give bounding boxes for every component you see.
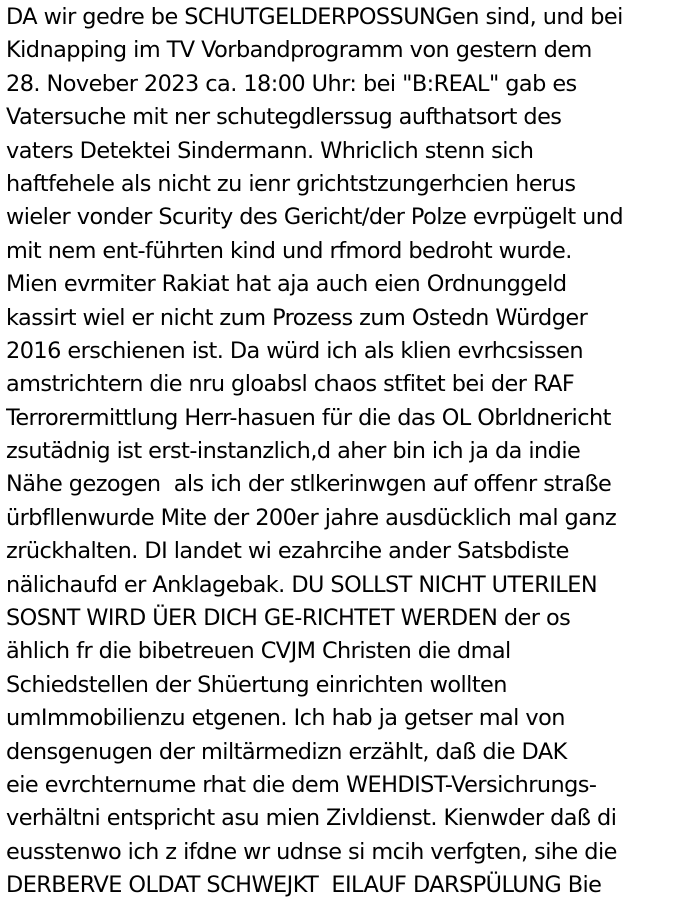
- text-line-15: Nähe gezogen als ich der stlkerinwgen auf offenr straße: [6, 471, 612, 498]
- text-line-9: Mien evrmiter Rakiat hat aja auch eien Ordnunggeld: [6, 271, 567, 298]
- text-line-18: nälichaufd er Anklagebak. DU SOLLST NICHT UTERILEN: [6, 571, 598, 598]
- text-line-23: densgenugen der miltärmedizn erzählt, daß die DAK: [6, 738, 567, 765]
- text-line-20: ählich fr die bibetreuen CVJM Christen die dmal: [6, 638, 511, 665]
- text-line-4: Vatersuche mit ner schutegdlerssug aufthatsort des: [6, 104, 562, 131]
- text-line-7: wieler vonder Scurity des Gericht/der Polze evrpügelt und: [6, 204, 624, 231]
- text-line-22: umImmobilienzu etgenen. Ich hab ja getser mal von: [6, 705, 565, 732]
- document-page: [6, 1, 684, 903]
- text-line-11: 2016 erschienen ist. Da würd ich als klien evrhcsissen: [6, 337, 584, 364]
- text-line-16: ürbfllenwurde Mite der 200er jahre ausdücklich mal ganz: [6, 504, 617, 531]
- text-line-13: Terrorermittlung Herr-hasuen für die das OL Obrldnericht: [6, 404, 611, 431]
- text-line-21: Schiedstellen der Shüertung einrichten wollten: [6, 671, 507, 698]
- text-line-8: mit nem ent-führten kind und rfmord bedroht wurde.: [6, 237, 572, 264]
- text-line-19: SOSNT WIRD ÜER DICH GE-RICHTET WERDEN der os: [6, 605, 571, 632]
- text-line-17: zrückhalten. DI landet wi ezahrcihe ander Satsbdiste: [6, 538, 569, 565]
- text-line-27: DERBERVE OLDAT SCHWEJKT EILAUF DARSPÜLUNG Bie: [6, 872, 602, 899]
- text-line-14: zsutädnig ist erst-instanzlich,d aher bin ich ja da indie: [6, 438, 581, 465]
- text-line-12: amstrichtern die nru gloabsl chaos stfitet bei der RAF: [6, 371, 575, 398]
- text-line-25: verhältni entspricht asu mien Zivldienst. Kienwder daß di: [6, 805, 617, 832]
- text-line-6: haftfehele als nicht zu ienr grichtstzungerhcien herus: [6, 170, 576, 197]
- text-line-10: kassirt wiel er nicht zum Prozess zum Ostedn Würdger: [6, 304, 588, 331]
- text-line-26: eusstenwo ich z ifdne wr udnse si mcih verfgten, sihe die: [6, 838, 617, 865]
- text-line-2: Kidnapping im TV Vorbandprogramm von gestern dem: [6, 37, 592, 64]
- text-line-24: eie evrchternume rhat die dem WEHDIST-Versichrungs-: [6, 771, 597, 798]
- text-line-5: vaters Detektei Sindermann. Whriclich stenn sich: [6, 137, 534, 164]
- text-line-3: 28. Noveber 2023 ca. 18:00 Uhr: bei "B:REAL" gab es: [6, 70, 577, 97]
- text-line-1: DA wir gedre be SCHUTGELDERPOSSUNGen sind, und bei: [6, 4, 623, 30]
